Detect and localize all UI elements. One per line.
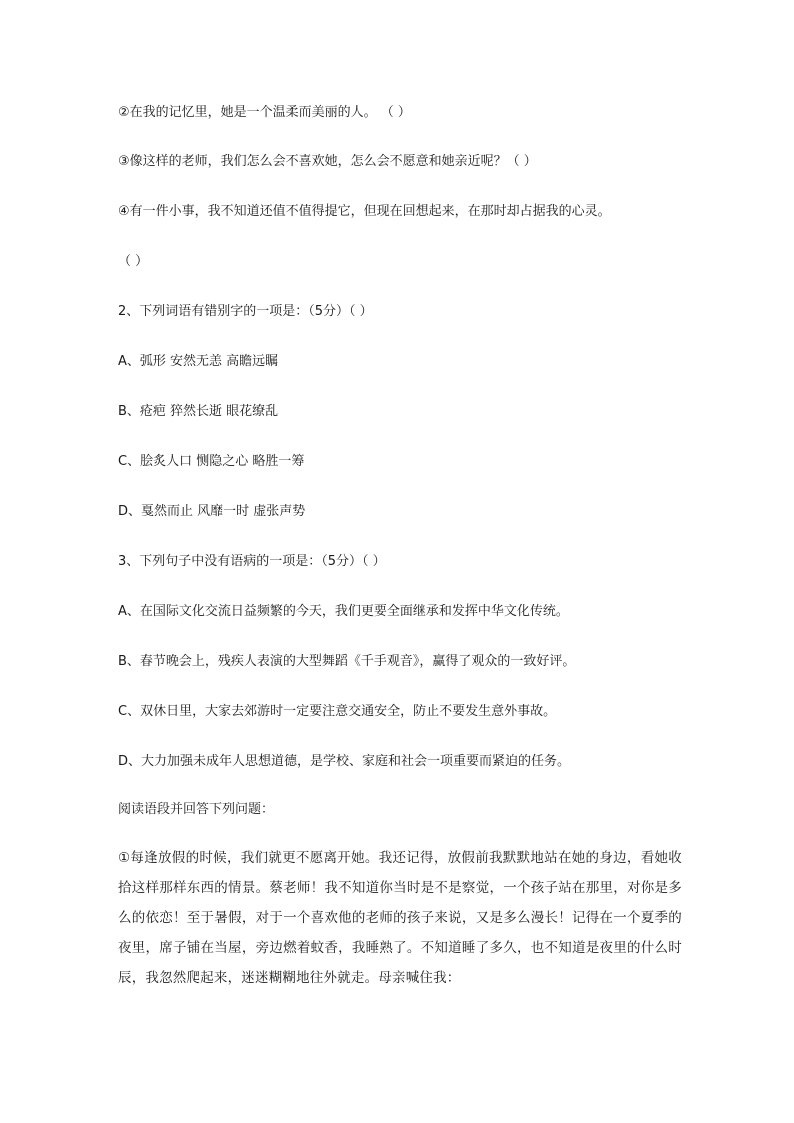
- question-3-option-b: B、春节晚会上，残疾人表演的大型舞蹈《千手观音》，赢得了观众的一致好评。: [118, 654, 576, 669]
- question-3-stem: 3、下列句子中没有语病的一项是：（5分）（ ）: [118, 554, 386, 569]
- question-3-option-d: D、大力加强未成年人思想道德，是学校、家庭和社会一项重要而紧迫的任务。: [118, 754, 571, 769]
- question-1-item-4: ④有一件小事，我不知道还值不值得提它，但现在回想起来，在那时却占据我的心灵。: [118, 204, 611, 219]
- answer-blank: （ ）: [118, 254, 149, 269]
- reading-instruction: 阅读语段并回答下列问题：: [118, 802, 275, 817]
- question-3-option-c: C、双休日里，大家去郊游时一定要注意交通安全，防止不要发生意外事故。: [118, 704, 557, 719]
- question-2-option-b: B、疮疤 猝然长逝 眼花缭乱: [118, 404, 279, 419]
- question-2-option-a: A、弧形 安然无恙 高瞻远瞩: [118, 354, 279, 369]
- question-2-option-d: D、戛然而止 风靡一时 虚张声势: [118, 504, 306, 519]
- question-2-stem: 2、下列词语有错别字的一项是：（5分）（ ）: [118, 304, 373, 319]
- question-2-option-c: C、脍炙人口 恻隐之心 略胜一筹: [118, 454, 305, 469]
- question-3-option-a: A、在国际文化交流日益频繁的今天，我们更要全面继承和发挥中华文化传统。: [118, 604, 569, 619]
- question-1-item-3: ③像这样的老师，我们怎么会不喜欢她，怎么会不愿意和她亲近呢？（ ）: [118, 154, 537, 169]
- reading-passage: ①每逢放假的时候，我们就更不愿离开她。我还记得，放假前我默默地站在她的身边，看她收拾这样那样东西的情景。蔡老师！我不知道你当时是不是察觉，一个孩子站在那里，对你是多么的依恋！至于暑假，对于一个喜欢他的老师的孩子来说，又是多么漫长！记得在一个夏季的夜里，席子铺在当屋，旁边燃着蚊香，我睡熟了。不知道睡了多久，也不知道是夜里的什么时辰，我忽然爬起来，迷迷糊糊地往外就走。母亲喊住我：: [118, 850, 682, 986]
- question-1-item-2: ②在我的记忆里，她是一个温柔而美丽的人。 （ ）: [118, 105, 411, 120]
